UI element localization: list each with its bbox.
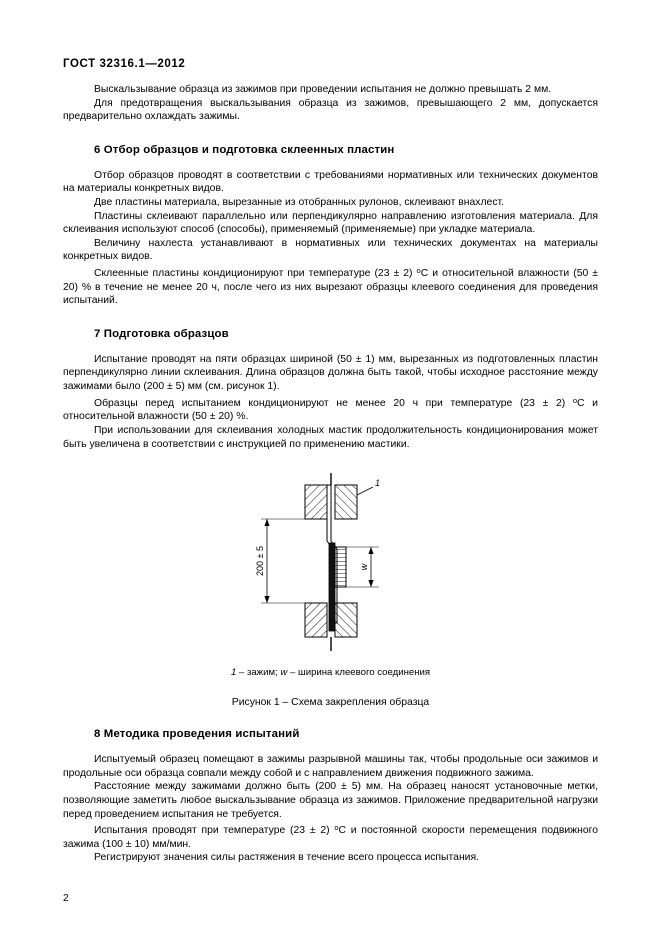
length-arrow-bottom [264,596,269,603]
section-8-paragraph-1: Испытуемый образец помещают в зажимы разрывной машины так, чтобы продольные оси зажимов и продольные оси образца совпали между собой и с направлением движения подвижного зажима. [63,754,598,779]
section-7-title: 7 Подготовка образцов [94,327,229,340]
page-number: 2 [63,893,69,904]
section-8-paragraph-2: Расстояние между зажимами должно быть (200 ± 5) мм. На образец наносят установочные метки, позволяющие заметить любое выскальзывание образца из зажимов. Приложение предварительной нагрузки перед проведением испытания не требуется. [63,781,598,820]
bottom-clamp-left-jaw [305,603,327,637]
spacer [63,708,598,728]
section-7-paragraph-1: Испытание проводят на пяти образцах шириной (50 ± 1) мм, вырезанных из подготовленных пластин перпендикулярно линии склеивания. Длина образцов должна быть такой, чтобы исходное расстояние между зажимами было (200 ± 5) мм (см. рисунок 1). [63,353,598,393]
figure-legend-item: 1 [230,667,237,679]
figure-legend [63,653,598,678]
spacer [63,340,598,353]
page-content [63,0,598,865]
section-6-paragraph-2: Две пластины материала, вырезанные из отобранных рулонов, склеивают внахлест. [94,196,505,208]
length-dimension-label: 200 ± 5 [254,546,265,577]
top-clamp-right-jaw [335,485,357,519]
section-8-paragraph-4: Регистрируют значения силы растяжения в течение всего процесса испытания. [94,852,480,864]
section-6-paragraph-1: Отбор образцов проводят в соответствии с требованиями нормативных или технических документов на материалы конкретных видов. [63,169,598,195]
callout-label-1: 1 [374,478,380,489]
section-6-p5-text-b: С и относительной влажности (50 ± 20) % в течение не менее 20 ч, после чего из них вырезают образцы клеевого соединения для проведения испытаний. [63,268,598,307]
section-6-paragraph-3: Пластины склеивают параллельно или перпендикулярно направлению изготовления материала. Для склеивания используют способ (способы), применяемый (применяемые) при укладке материала. [63,210,598,236]
width-arrow-bottom [368,580,373,587]
spacer [63,308,598,328]
figure-legend-text-1: зажим; [246,667,281,679]
intro-paragraph-2: Для предотвращения выскальзывания образца из зажимов, превышающего 2 мм, допускается предварительно охлаждать зажимы. [63,97,598,123]
section-7-p2-text-b: С и относительной влажности (50 ± 20) %. [63,397,598,423]
section-8-p3-text-a: Испытания проводят при температуре (23 ± 2) [94,825,335,837]
section-6-title: 6 Отбор образцов и подготовка склеенных пластин [94,143,395,156]
figure-1 [63,473,598,653]
spacer [63,124,598,144]
section-7-paragraph-3: При использовании для склеивания холодных мастик продолжительность кондиционирования может быть увеличена в соответствии с инструкцией по применению мастики. [63,424,598,450]
section-7-p2-text-a: Образцы перед испытанием кондиционируют не менее 20 ч при температуре (23 ± 2) [94,397,573,409]
width-arrow-top [368,547,373,554]
intro-paragraph-1: Выскальзывание образца из зажимов при проведении испытания не должно превышать 2 мм. [94,84,552,95]
width-dimension-label: w [358,563,369,571]
section-7-paragraph-2 [63,394,598,424]
spacer [63,740,598,753]
degree-symbol: o [572,395,578,405]
bottom-clamp-right-jaw [335,603,357,637]
figure-legend-w: w [280,667,288,679]
spacer [63,156,598,169]
figure-caption: Рисунок 1 – Схема закрепления образца [231,697,430,709]
section-6-paragraph-4: Величину нахлеста устанавливают в нормативных или технических документах на материалы конкретных видов. [63,237,598,263]
degree-symbol: o [416,265,421,275]
degree-symbol: o [334,823,339,833]
figure-legend-dash: – [236,667,247,679]
callout-leader-line [357,487,373,495]
section-8-title: 8 Методика проведения испытаний [94,728,300,741]
standard-header: ГОСТ 32316.1—2012 [63,58,186,70]
length-arrow-top [264,519,269,526]
top-clamp-left-jaw [305,485,327,519]
section-6-p5-text-a: Склеенные пластины кондиционируют при температуре (23 ± 2) [94,268,417,280]
spacer [63,70,598,83]
figure-legend-text-2: – ширина клеевого соединения [287,667,431,679]
section-8-p3-text-b: С и постоянной скорости перемещения подвижного зажима (100 ± 10) мм/мин. [63,825,598,850]
specimen-lower-plate [329,543,335,631]
bonded-overlap-region [335,547,346,587]
section-6-paragraph-5 [63,264,598,308]
section-8-paragraph-3 [63,821,598,851]
specimen-clamp-diagram [221,473,441,653]
